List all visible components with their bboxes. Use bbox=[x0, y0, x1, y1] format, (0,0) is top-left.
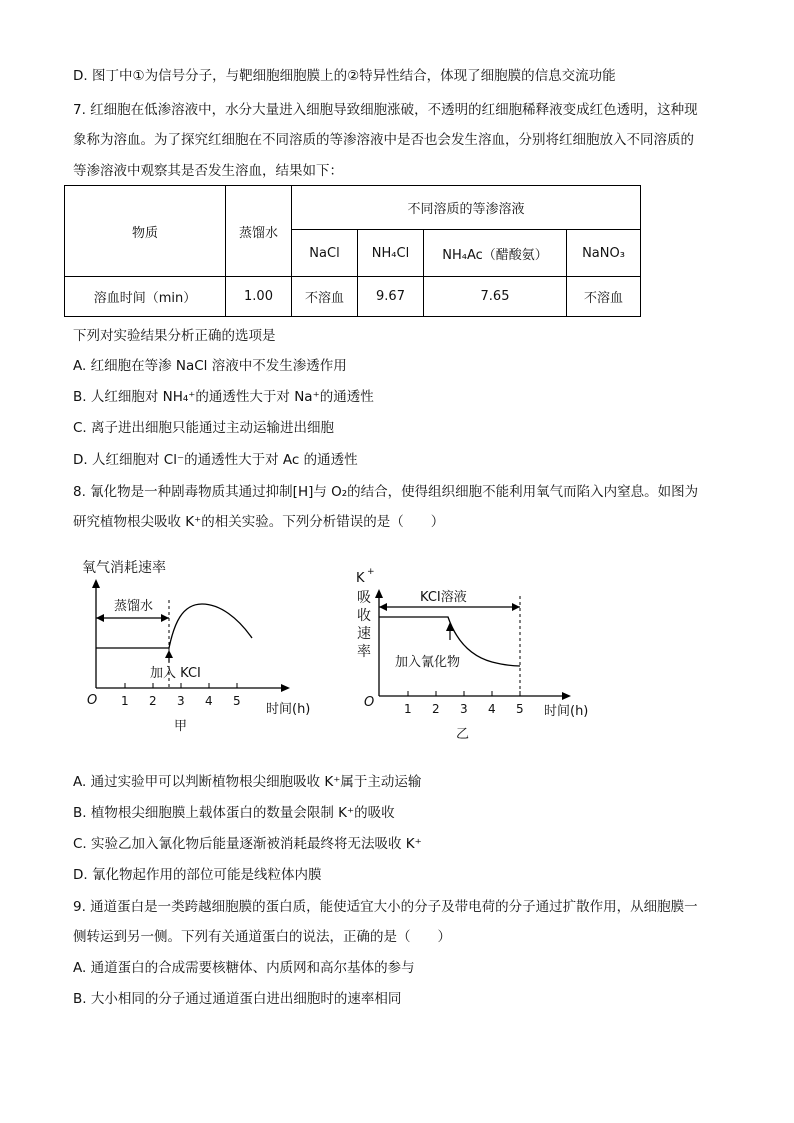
q8-option-c: C. 实验乙加入氰化物后能量逐渐被消耗最终将无法吸收 K⁺ bbox=[73, 836, 422, 852]
yi-ylabel-k: K bbox=[356, 571, 365, 586]
yi-xlabel: 时间(h) bbox=[544, 704, 589, 719]
table-cell-nh4cl: 9.67 bbox=[358, 277, 424, 317]
jia-origin: O bbox=[87, 693, 98, 708]
jia-region-label: 蒸馏水 bbox=[114, 599, 154, 614]
jia-arrow-label: 加入 KCI bbox=[150, 666, 201, 681]
yi-origin: O bbox=[364, 695, 375, 710]
q7-option-d: D. 人红细胞对 Cl⁻的通透性大于对 Ac 的通透性 bbox=[73, 452, 358, 468]
table-header-isotonic-group: 不同溶质的等渗溶液 bbox=[292, 186, 641, 230]
yi-xtick-2: 2 bbox=[432, 702, 440, 716]
yi-caption: 乙 bbox=[456, 727, 470, 742]
yi-ylabel-char-3: 速 bbox=[357, 626, 371, 642]
table-cell-water: 1.00 bbox=[226, 277, 292, 317]
yi-cyanide-arrow-icon bbox=[446, 622, 454, 631]
table-header-nacl: NaCl bbox=[292, 230, 358, 277]
yi-ylabel-plus: + bbox=[367, 567, 375, 577]
jia-xtick-2: 2 bbox=[149, 694, 157, 708]
q9-stem-line-2: 侧转运到另一侧。下列有关通道蛋白的说法，正确的是（ ） bbox=[73, 929, 451, 945]
jia-ylabel: 氧气消耗速率 bbox=[82, 560, 166, 576]
q8-stem-line-1: 8. 氰化物是一种剧毒物质其通过抑制[H]与 O₂的结合，使得组织细胞不能利用氧气而陷入内窒息。如图为 bbox=[73, 484, 699, 500]
table-cell-nacl: 不溶血 bbox=[292, 277, 358, 317]
yi-ylabel-char-4: 率 bbox=[357, 644, 371, 660]
q7-option-b: B. 人红细胞对 NH₄⁺的通透性大于对 Na⁺的通透性 bbox=[73, 389, 374, 405]
jia-x-arrow-icon bbox=[281, 684, 290, 692]
jia-xtick-5: 5 bbox=[233, 694, 241, 708]
figure-yi-k-absorption bbox=[352, 560, 602, 745]
table-header-nano3: NaNO₃ bbox=[567, 230, 641, 277]
figure-jia-oxygen-consumption bbox=[78, 552, 328, 737]
yi-y-arrow-icon bbox=[375, 589, 383, 598]
q9-option-a: A. 通道蛋白的合成需要核糖体、内质网和高尔基体的参与 bbox=[73, 960, 415, 976]
q8-option-d: D. 氰化物起作用的部位可能是线粒体内膜 bbox=[73, 867, 322, 883]
q9-option-b: B. 大小相同的分子通过通道蛋白进出细胞时的速率相同 bbox=[73, 991, 402, 1007]
q8-option-b: B. 植物根尖细胞膜上载体蛋白的数量会限制 K⁺的吸收 bbox=[73, 805, 395, 821]
q7-stem-line-1: 7. 红细胞在低渗溶液中，水分大量进入细胞导致细胞涨破，不透明的红细胞稀释液变成红色透明，这种现 bbox=[73, 102, 698, 118]
yi-xtick-5: 5 bbox=[516, 702, 524, 716]
q8-stem-line-2: 研究植物根尖吸收 K⁺的相关实验。下列分析错误的是（ ） bbox=[73, 514, 445, 530]
jia-xtick-1: 1 bbox=[121, 694, 129, 708]
table-cell-nh4ac: 7.65 bbox=[424, 277, 567, 317]
jia-caption: 甲 bbox=[174, 719, 188, 734]
hemolysis-results-table bbox=[64, 185, 641, 317]
q7-stem-line-3: 等渗溶液中观察其是否发生溶血，结果如下： bbox=[73, 163, 343, 179]
jia-kcl-arrow-icon bbox=[165, 650, 173, 658]
table-cell-nano3: 不溶血 bbox=[567, 277, 641, 317]
table-header-water: 蒸馏水 bbox=[226, 186, 292, 277]
q8-option-a: A. 通过实验甲可以判断植物根尖细胞吸收 K⁺属于主动运输 bbox=[73, 774, 422, 790]
yi-ylabel-char-2: 收 bbox=[357, 608, 371, 624]
jia-y-arrow-icon bbox=[92, 579, 100, 588]
jia-xlabel: 时间(h) bbox=[266, 702, 311, 717]
table-row-label: 溶血时间（min） bbox=[65, 277, 226, 317]
q6-option-d: D. 图丁中①为信号分子，与靶细胞细胞膜上的②特异性结合，体现了细胞膜的信息交流功能 bbox=[73, 68, 616, 84]
table-header-nh4ac: NH₄Ac（醋酸氨） bbox=[424, 230, 567, 277]
jia-xtick-3: 3 bbox=[177, 694, 185, 708]
yi-ylabel-char-1: 吸 bbox=[357, 590, 371, 606]
jia-xtick-4: 4 bbox=[205, 694, 213, 708]
q7-stem-line-2: 象称为溶血。为了探究红细胞在不同溶质的等渗溶液中是否也会发生溶血，分别将红细胞放入不同溶质的 bbox=[73, 132, 694, 148]
table-header-nh4cl: NH₄Cl bbox=[358, 230, 424, 277]
yi-xtick-3: 3 bbox=[460, 702, 468, 716]
yi-xtick-1: 1 bbox=[404, 702, 412, 716]
yi-x-arrow-icon bbox=[562, 692, 571, 700]
q7-option-c: C. 离子进出细胞只能通过主动运输进出细胞 bbox=[73, 420, 335, 436]
yi-xtick-4: 4 bbox=[488, 702, 496, 716]
table-header-substance: 物质 bbox=[65, 186, 226, 277]
yi-region-label: KCI溶液 bbox=[420, 590, 467, 605]
q7-option-a: A. 红细胞在等渗 NaCl 溶液中不发生渗透作用 bbox=[73, 358, 347, 374]
q7-question: 下列对实验结果分析正确的选项是 bbox=[73, 328, 276, 344]
q9-stem-line-1: 9. 通道蛋白是一类跨越细胞膜的蛋白质，能使适宜大小的分子及带电荷的分子通过扩散作用，从细胞膜一 bbox=[73, 899, 698, 915]
yi-arrow-label: 加入氰化物 bbox=[395, 655, 461, 670]
